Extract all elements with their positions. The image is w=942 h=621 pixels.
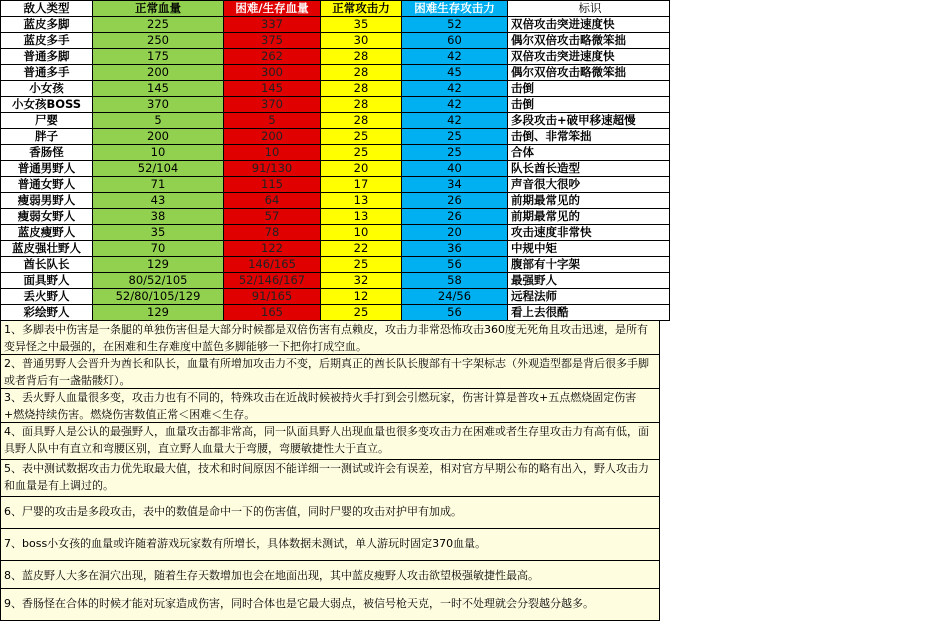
cell-hard-hp: 370 [224,97,321,113]
table-row [1,129,670,145]
cell-tags: 击倒、非常笨拙 [508,129,670,145]
header-hard-hp: 困难/生存血量 [224,1,321,17]
cell-enemy-type: 蓝皮强壮野人 [1,241,93,257]
cell-normal-hp: 38 [93,209,224,225]
cell-hard-attack: 25 [402,129,508,145]
cell-enemy-type: 尸婴 [1,113,93,129]
cell-normal-attack: 35 [321,17,402,33]
cell-enemy-type: 瘦弱女野人 [1,209,93,225]
cell-enemy-type: 蓝皮多手 [1,33,93,49]
cell-normal-hp: 80/52/105 [93,273,224,289]
cell-normal-hp: 52/80/105/129 [93,289,224,305]
cell-tags: 多段攻击+破甲移速超慢 [508,113,670,129]
cell-normal-attack: 12 [321,289,402,305]
cell-tags: 击倒 [508,81,670,97]
cell-normal-hp: 129 [93,305,224,321]
cell-normal-hp: 370 [93,97,224,113]
cell-normal-attack: 28 [321,65,402,81]
cell-hard-hp: 300 [224,65,321,81]
cell-tags: 前期最常见的 [508,193,670,209]
cell-hard-hp: 375 [224,33,321,49]
table-row [1,145,670,161]
cell-tags: 中规中矩 [508,241,670,257]
note-item: 1、多脚表中伤害是一条腿的单独伤害但是大部分时候都是双倍伤害有点赖皮，攻击力非常恐怖攻击360度无死角且攻击迅速，是所有变异怪之中最强的，在困难和生存难度中蓝色多脚能够一下把你打成空血。 [0,321,660,355]
cell-tags: 双倍攻击突进速度快 [508,17,670,33]
cell-enemy-type: 彩绘野人 [1,305,93,321]
cell-normal-hp: 5 [93,113,224,129]
cell-hard-hp: 115 [224,177,321,193]
table-row [1,289,670,305]
cell-hard-hp: 91/130 [224,161,321,177]
table-row [1,65,670,81]
cell-enemy-type: 面具野人 [1,273,93,289]
table-row [1,81,670,97]
cell-normal-hp: 200 [93,65,224,81]
cell-hard-hp: 122 [224,241,321,257]
cell-normal-hp: 129 [93,257,224,273]
table-row [1,177,670,193]
cell-hard-hp: 262 [224,49,321,65]
cell-hard-attack: 56 [402,257,508,273]
note-item: 9、香肠怪在合体的时候才能对玩家造成伤害，同时合体也是它最大弱点，被信号枪天克，一时不处理就会分裂越分越多。 [0,589,660,621]
cell-enemy-type: 胖子 [1,129,93,145]
cell-hard-attack: 26 [402,193,508,209]
cell-normal-hp: 10 [93,145,224,161]
cell-enemy-type: 蓝皮瘦野人 [1,225,93,241]
header-normal-attack: 正常攻击力 [321,1,402,17]
notes-section [0,321,660,621]
cell-normal-hp: 35 [93,225,224,241]
cell-normal-attack: 25 [321,257,402,273]
note-item: 2、普通男野人会晋升为酋长和队长，血量有所增加攻击力不变，后期真正的酋长队长腹部有十字架标志（外观造型都是背后很多手脚或者背后有一盏骷髅灯）。 [0,355,660,389]
table-row [1,305,670,321]
cell-normal-attack: 13 [321,209,402,225]
cell-enemy-type: 普通男野人 [1,161,93,177]
cell-tags: 击倒 [508,97,670,113]
table-row [1,17,670,33]
header-tags: 标识 [508,1,670,17]
cell-enemy-type: 酋长队长 [1,257,93,273]
cell-hard-hp: 200 [224,129,321,145]
cell-hard-attack: 42 [402,81,508,97]
table-header-row [1,1,670,17]
cell-normal-hp: 52/104 [93,161,224,177]
cell-tags: 看上去很酷 [508,305,670,321]
table-row [1,273,670,289]
cell-normal-hp: 225 [93,17,224,33]
note-item: 8、蓝皮野人大多在洞穴出现，随着生存天数增加也会在地面出现，其中蓝皮瘦野人攻击欲望极强敏捷性最高。 [0,561,660,589]
note-item: 3、丢火野人血量很多变，攻击力也有不同的，特殊攻击在近战时候被持火手打到会引燃玩家，伤害计算是普攻+五点燃烧固定伤害+燃烧持续伤害。燃烧伤害数值正常＜困难＜生存。 [0,389,660,423]
cell-normal-hp: 200 [93,129,224,145]
cell-tags: 腹部有十字架 [508,257,670,273]
cell-tags: 声音很大很吵 [508,177,670,193]
cell-normal-attack: 28 [321,81,402,97]
cell-hard-attack: 45 [402,65,508,81]
cell-normal-attack: 28 [321,113,402,129]
table-row [1,193,670,209]
note-item: 5、表中测试数据攻击力优先取最大值，技术和时间原因不能详细一一测试或许会有误差，相对官方早期公布的略有出入，野人攻击力和血量是有上调过的。 [0,460,660,497]
cell-hard-hp: 145 [224,81,321,97]
cell-hard-attack: 25 [402,145,508,161]
table-row [1,33,670,49]
table-row [1,209,670,225]
cell-hard-attack: 42 [402,97,508,113]
table-row [1,225,670,241]
cell-tags: 双倍攻击突进速度快 [508,49,670,65]
cell-enemy-type: 香肠怪 [1,145,93,161]
cell-enemy-type: 小女孩BOSS [1,97,93,113]
cell-enemy-type: 小女孩 [1,81,93,97]
header-hard-attack: 困难生存攻击力 [402,1,508,17]
cell-normal-attack: 10 [321,225,402,241]
cell-normal-hp: 71 [93,177,224,193]
cell-normal-attack: 30 [321,33,402,49]
cell-normal-attack: 28 [321,49,402,65]
note-item: 6、尸婴的攻击是多段攻击，表中的数值是命中一下的伤害值，同时尸婴的攻击对护甲有加成。 [0,497,660,529]
cell-hard-attack: 20 [402,225,508,241]
cell-enemy-type: 蓝皮多脚 [1,17,93,33]
cell-hard-attack: 42 [402,113,508,129]
cell-tags: 合体 [508,145,670,161]
cell-normal-attack: 32 [321,273,402,289]
cell-hard-attack: 34 [402,177,508,193]
cell-hard-hp: 146/165 [224,257,321,273]
cell-enemy-type: 瘦弱男野人 [1,193,93,209]
table-row [1,49,670,65]
enemy-stats-table [0,0,670,321]
cell-normal-attack: 25 [321,305,402,321]
cell-tags: 偶尔双倍攻击略微笨拙 [508,33,670,49]
cell-hard-attack: 60 [402,33,508,49]
cell-normal-attack: 25 [321,129,402,145]
cell-hard-attack: 24/56 [402,289,508,305]
cell-normal-hp: 175 [93,49,224,65]
cell-normal-attack: 28 [321,97,402,113]
cell-enemy-type: 普通多手 [1,65,93,81]
cell-normal-hp: 250 [93,33,224,49]
header-enemy-type: 敌人类型 [1,1,93,17]
cell-enemy-type: 普通多脚 [1,49,93,65]
cell-hard-attack: 26 [402,209,508,225]
cell-hard-attack: 56 [402,305,508,321]
table-row [1,241,670,257]
cell-hard-attack: 40 [402,161,508,177]
cell-hard-attack: 36 [402,241,508,257]
cell-enemy-type: 普通女野人 [1,177,93,193]
cell-normal-hp: 145 [93,81,224,97]
cell-normal-attack: 25 [321,145,402,161]
cell-hard-hp: 91/165 [224,289,321,305]
cell-hard-hp: 52/146/167 [224,273,321,289]
cell-tags: 最强野人 [508,273,670,289]
cell-normal-hp: 43 [93,193,224,209]
cell-tags: 前期最常见的 [508,209,670,225]
note-item: 7、boss小女孩的血量或许随着游戏玩家数有所增长，具体数据未测试，单人游玩时固定370血量。 [0,529,660,561]
cell-hard-hp: 337 [224,17,321,33]
table-row [1,161,670,177]
cell-hard-attack: 42 [402,49,508,65]
table-body [1,17,670,321]
table-row [1,113,670,129]
note-item: 4、面具野人是公认的最强野人，血量攻击都非常高，同一队面具野人出现血量也很多变攻击力在困难或者生存里攻击力有高有低，面具野人队中有直立和弯腰区别，直立野人血量大于弯腰，弯腰敏捷性大于直立。 [0,423,660,460]
cell-hard-hp: 10 [224,145,321,161]
cell-normal-hp: 70 [93,241,224,257]
cell-hard-hp: 78 [224,225,321,241]
cell-normal-attack: 17 [321,177,402,193]
cell-normal-attack: 22 [321,241,402,257]
cell-hard-attack: 52 [402,17,508,33]
table-row [1,257,670,273]
cell-tags: 偶尔双倍攻击略微笨拙 [508,65,670,81]
cell-normal-attack: 20 [321,161,402,177]
header-normal-hp: 正常血量 [93,1,224,17]
cell-tags: 远程法师 [508,289,670,305]
cell-enemy-type: 丢火野人 [1,289,93,305]
cell-tags: 攻击速度非常快 [508,225,670,241]
table-row [1,97,670,113]
cell-hard-attack: 58 [402,273,508,289]
cell-hard-hp: 5 [224,113,321,129]
cell-hard-hp: 64 [224,193,321,209]
cell-hard-hp: 57 [224,209,321,225]
cell-hard-hp: 165 [224,305,321,321]
cell-normal-attack: 13 [321,193,402,209]
cell-tags: 队长酋长造型 [508,161,670,177]
